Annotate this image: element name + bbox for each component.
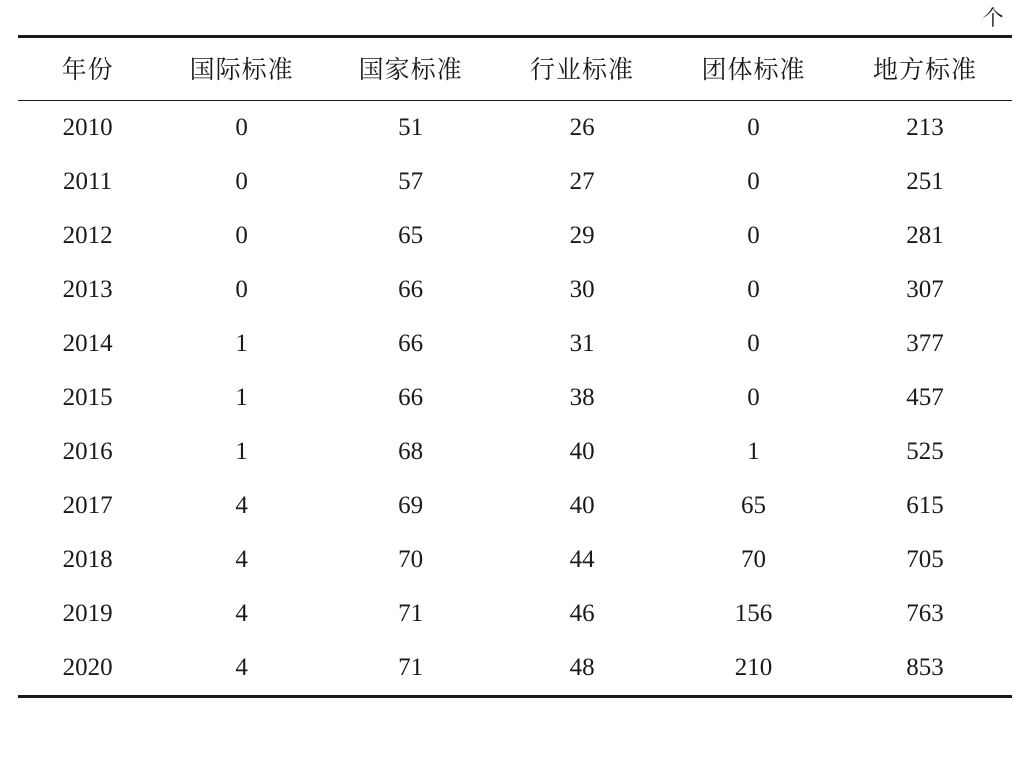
column-header-international: 国际标准 [157,37,326,101]
table-row [18,263,1012,317]
cell-value: 27 [569,168,595,195]
cell-value: 30 [569,276,595,303]
cell-year: 2017 [62,492,113,519]
cell-value: 4 [157,641,326,697]
cell-value: 377 [906,330,944,357]
cell-value: 68 [398,438,424,465]
cell-value: 48 [495,641,669,697]
cell-value: 57 [398,168,424,195]
column-header-industry: 行业标准 [495,37,669,101]
cell-value: 0 [747,276,760,303]
cell-value: 0 [747,222,760,249]
cell-year: 2015 [62,384,113,411]
cell-value: 46 [569,600,595,627]
cell-value: 615 [906,492,944,519]
cell-value: 4 [235,600,248,627]
cell-value: 70 [398,546,424,573]
cell-value: 38 [569,384,595,411]
cell-value: 705 [906,546,944,573]
table-header-row [18,37,1012,101]
cell-value: 1 [747,438,760,465]
cell-value: 525 [906,438,944,465]
cell-value: 1 [235,384,248,411]
table-row [18,587,1012,641]
cell-value: 0 [235,168,248,195]
table-row [18,155,1012,209]
cell-value: 71 [326,641,495,697]
cell-year: 2020 [18,641,157,697]
cell-value: 66 [398,330,424,357]
cell-value: 69 [398,492,424,519]
cell-value: 281 [906,222,944,249]
cell-year: 2016 [62,438,113,465]
cell-value: 26 [495,101,669,156]
cell-value: 0 [669,101,838,156]
cell-value: 4 [235,546,248,573]
cell-year: 2014 [62,330,113,357]
cell-value: 853 [838,641,1012,697]
cell-year: 2018 [62,546,113,573]
cell-value: 1 [235,330,248,357]
table-row [18,317,1012,371]
cell-value: 457 [906,384,944,411]
column-header-year: 年份 [18,37,157,101]
cell-value: 40 [569,438,595,465]
cell-value: 4 [235,492,248,519]
unit-label: 个 [982,6,1004,30]
cell-value: 70 [741,546,767,573]
cell-value: 210 [669,641,838,697]
cell-year: 2010 [18,101,157,156]
cell-value: 29 [569,222,595,249]
cell-value: 0 [747,330,760,357]
column-header-local: 地方标准 [838,37,1012,101]
cell-value: 66 [398,276,424,303]
table-row [18,479,1012,533]
table-row [18,371,1012,425]
cell-year: 2013 [62,276,113,303]
table-body [18,101,1012,697]
cell-value: 763 [906,600,944,627]
cell-value: 0 [747,168,760,195]
cell-value: 65 [398,222,424,249]
cell-year: 2011 [63,168,113,195]
cell-value: 65 [741,492,767,519]
cell-value: 213 [838,101,1012,156]
cell-value: 71 [398,600,424,627]
cell-value: 0 [235,222,248,249]
table-row [18,209,1012,263]
cell-value: 251 [906,168,944,195]
column-header-national: 国家标准 [326,37,495,101]
cell-value: 156 [734,600,773,627]
column-header-group: 团体标准 [669,37,838,101]
cell-value: 51 [326,101,495,156]
cell-value: 66 [398,384,424,411]
cell-value: 31 [569,330,595,357]
table-row [18,425,1012,479]
cell-value: 1 [235,438,248,465]
cell-value: 0 [157,101,326,156]
table-header [18,37,1012,101]
table-row [18,641,1012,697]
cell-value: 0 [235,276,248,303]
cell-value: 307 [906,276,944,303]
standards-table [18,35,1012,698]
cell-year: 2012 [62,222,113,249]
table-row [18,101,1012,156]
cell-year: 2019 [62,600,113,627]
table-row [18,533,1012,587]
cell-value: 0 [747,384,760,411]
cell-value: 40 [569,492,595,519]
cell-value: 44 [569,546,595,573]
